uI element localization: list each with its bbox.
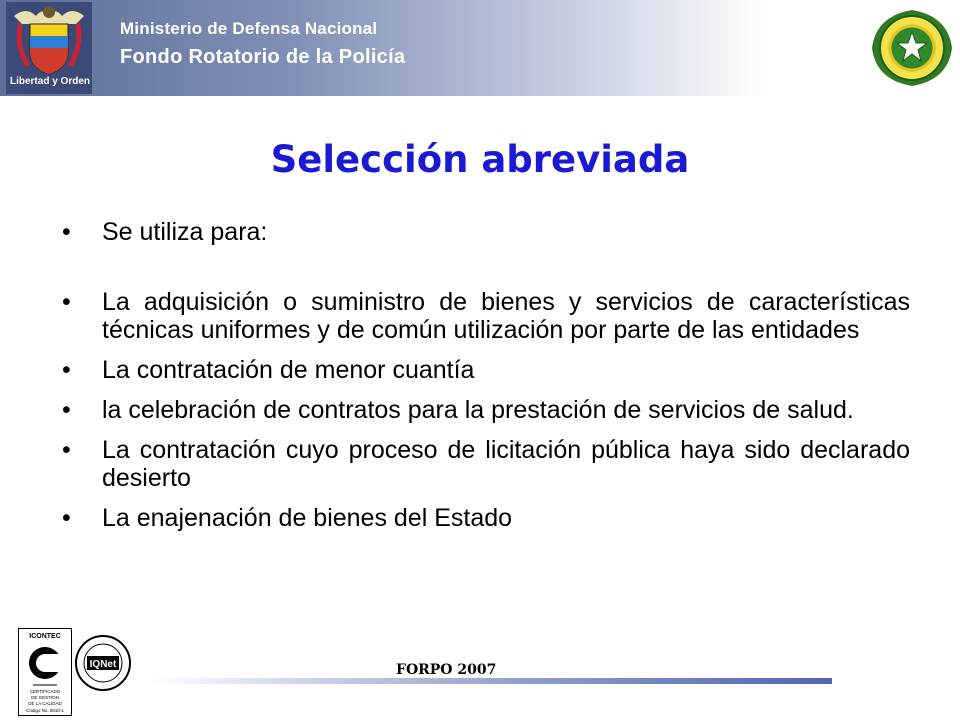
bullet-item: • La contratación cuyo proceso de licitación pública haya sido declarado desierto (62, 436, 910, 492)
svg-text:CERTIFICADO: CERTIFICADO (29, 689, 61, 694)
bullet-item: • La enajenación de bienes del Estado (62, 504, 910, 532)
header-banner (0, 0, 960, 96)
iqnet-certification-logo (74, 634, 132, 692)
svg-text:Código No. 5010-1: Código No. 5010-1 (26, 708, 64, 713)
icontec-certification-logo (18, 628, 72, 716)
footer-text: FORPO 2007 (396, 662, 497, 678)
bullet-item: • Se utiliza para: (62, 218, 910, 246)
bullet-list (62, 218, 910, 544)
crest-caption: Libertad y Orden (9, 76, 90, 87)
bullet-item: • La contratación de menor cuantía (62, 356, 910, 384)
police-seal-icon (868, 6, 956, 90)
svg-text:DE LA CALIDAD: DE LA CALIDAD (28, 701, 62, 706)
svg-text:ICONTEC: ICONTEC (29, 633, 61, 640)
fund-name: Fondo Rotatorio de la Policía (120, 46, 406, 68)
ministry-name: Ministerio de Defensa Nacional (120, 19, 378, 38)
slide-title: Selección abreviada (270, 138, 690, 181)
bullet-item: • La adquisición o suministro de bienes y servicios de características técnicas uniformes y de común utilización por parte de las entidades (62, 288, 910, 344)
svg-text:IQNet: IQNet (89, 659, 117, 670)
svg-text:DE GESTION: DE GESTION (31, 695, 59, 700)
footer-divider (152, 678, 832, 684)
bullet-item: • la celebración de contratos para la prestación de servicios de salud. (62, 396, 910, 424)
